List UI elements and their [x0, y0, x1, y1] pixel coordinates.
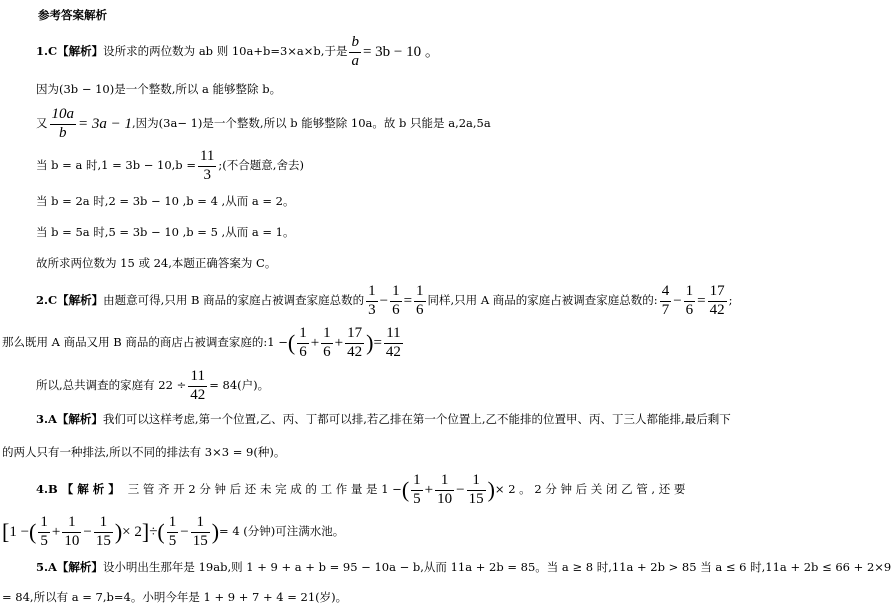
q5-line2: = 84,所以有 a = 7,b=4。小明今年是 1 + 9 + 7 + 4 = 21(岁)。 — [2, 590, 348, 604]
q1-l3-text: ,因为(3a− 1)是一个整数,所以 b 能够整除 10a。故 b 只能是 a,2a,5a — [132, 116, 491, 131]
left-paren: ( — [157, 519, 165, 544]
divide-sign: ÷ — [149, 523, 158, 540]
q1-l4-prefix: 当 b = a 时,1 = 3b − 10,b = — [36, 158, 196, 173]
fraction-denominator: 6 — [416, 301, 424, 318]
plus-sign: + — [51, 523, 61, 540]
fraction-numerator: 1 — [94, 515, 113, 533]
q4-fraction-5 — [62, 515, 81, 550]
q2-fraction-b — [390, 284, 402, 319]
q4-line2 — [2, 510, 344, 554]
fraction-numerator: 1 — [297, 326, 309, 344]
fraction-numerator: 1 — [467, 473, 486, 491]
q4-head: 4.B 【 解 析 】 — [36, 482, 120, 497]
minus-sign: − — [83, 523, 92, 540]
minus-sign: − — [379, 292, 389, 309]
minus-sign: − — [456, 481, 465, 498]
q4-fraction-8 — [191, 515, 210, 550]
fraction-numerator: b — [349, 35, 361, 53]
page-title: 参考答案解析 — [38, 8, 107, 22]
left-paren: ( — [287, 330, 296, 355]
fraction-denominator: 6 — [323, 343, 331, 360]
q1-head: 1.C【解析】 — [36, 44, 104, 59]
q1-fraction-10a-over-b — [50, 107, 77, 142]
right-bracket: ] — [141, 519, 150, 544]
q2-line2 — [2, 322, 405, 364]
q2-fraction-e — [684, 284, 696, 319]
plus-sign: + — [334, 334, 344, 351]
fraction-denominator: a — [351, 52, 359, 69]
fraction-numerator: 1 — [390, 284, 402, 302]
q1-l3-equation: = 3a − 1 — [78, 115, 132, 132]
fraction-numerator: 1 — [167, 515, 179, 533]
fraction-numerator: 4 — [660, 284, 672, 302]
q2-l3-text: = 84(户)。 — [209, 378, 270, 393]
q4-fraction-3 — [467, 473, 486, 508]
q1-line5: 当 b = 2a 时,2 = 3b − 10 ,b = 4 ,从而 a = 2。 — [36, 194, 295, 208]
q2-line3 — [36, 365, 269, 407]
q3-line1 — [36, 414, 731, 426]
q3-head: 3.A【解析】 — [36, 412, 103, 426]
fraction-numerator: 17 — [708, 284, 727, 302]
fraction-denominator: 42 — [709, 301, 725, 318]
plus-sign: + — [424, 481, 434, 498]
right-paren: ) — [366, 330, 374, 355]
equals-sign: = — [373, 334, 382, 351]
times-two: × 2 — [122, 523, 142, 540]
fraction-denominator: 6 — [392, 301, 400, 318]
fraction-numerator: 17 — [345, 326, 364, 344]
fraction-numerator: 1 — [321, 326, 333, 344]
q2-l1-end: ; — [728, 293, 733, 308]
q2-fraction-f — [708, 284, 727, 319]
left-bracket: [ — [2, 519, 10, 544]
q4-fraction-7 — [167, 515, 179, 550]
fraction-denominator: 15 — [468, 490, 484, 507]
fraction-denominator: 5 — [40, 532, 48, 549]
q2-fraction-i — [345, 326, 364, 361]
q2-head: 2.C【解析】 — [36, 293, 104, 308]
fraction-numerator: 1 — [435, 473, 454, 491]
q2-fraction-d — [660, 284, 672, 319]
equals-sign: = — [403, 292, 413, 309]
fraction-numerator: 10a — [50, 107, 77, 125]
fraction-numerator: 11 — [198, 149, 216, 167]
fraction-denominator: 15 — [192, 532, 208, 549]
q3-l1-text: 我们可以这样考虑,第一个位置,乙、丙、丁都可以排,若乙排在第一个位置上,乙不能排的位置甲、丙、丁三人都能排,最后剩下 — [102, 412, 731, 426]
fraction-numerator: 1 — [411, 473, 423, 491]
q1-line7: 故所求两位数为 15 或 24,本题正确答案为 C。 — [36, 256, 277, 270]
right-paren: ) — [487, 477, 495, 502]
minus-sign: − — [673, 292, 682, 309]
q4-fraction-4 — [38, 515, 50, 550]
q2-l1-mid: 同样,只用 A 商品的家庭占被调查家庭总数的: — [427, 293, 658, 308]
q1-l3-prefix: 又 — [36, 116, 48, 131]
q2-l2-text: 那么既用 A 商品又用 B 商品的商店占被调查家庭的:1 − — [2, 335, 288, 350]
right-paren: ) — [114, 519, 123, 544]
fraction-denominator: 5 — [413, 490, 421, 507]
fraction-denominator: 42 — [347, 343, 363, 360]
q2-fraction-k — [188, 369, 207, 404]
left-paren: ( — [29, 519, 37, 544]
q4-l1-text: 三 管 齐 开 2 分 钟 后 还 未 完 成 的 工 作 量 是 1 − — [127, 482, 402, 497]
q4-fraction-2 — [435, 473, 454, 508]
q2-fraction-j — [384, 326, 403, 361]
q1-l4-text: ;(不合题意,舍去) — [218, 158, 304, 173]
q5-head: 5.A【解析】 — [36, 560, 103, 574]
fraction-denominator: b — [59, 124, 67, 141]
fraction-denominator: 7 — [661, 301, 670, 318]
q2-fraction-a — [366, 284, 378, 319]
fraction-denominator: 3 — [203, 166, 211, 183]
q1-fraction-11-over-3 — [198, 149, 216, 184]
q1-line4 — [36, 146, 304, 186]
fraction-denominator: 10 — [64, 532, 80, 549]
q4-fraction-6 — [94, 515, 113, 550]
fraction-numerator: 1 — [684, 284, 696, 302]
fraction-numerator: 1 — [38, 515, 50, 533]
minus-sign: − — [180, 523, 189, 540]
fraction-denominator: 6 — [685, 301, 694, 318]
equals-sign: = — [697, 292, 706, 309]
fraction-denominator: 10 — [437, 490, 453, 507]
q2-fraction-c — [414, 284, 426, 319]
fraction-denominator: 6 — [299, 343, 307, 360]
q4-fraction-1 — [411, 473, 423, 508]
q2-fraction-g — [297, 326, 309, 361]
q1-line1 — [36, 32, 440, 72]
fraction-numerator: 1 — [366, 284, 378, 302]
plus-sign: + — [310, 334, 320, 351]
fraction-denominator: 3 — [368, 301, 376, 318]
fraction-numerator: 1 — [191, 515, 210, 533]
q1-line6: 当 b = 5a 时,5 = 3b − 10 ,b = 5 ,从而 a = 1。 — [36, 225, 295, 239]
fraction-denominator: 42 — [190, 386, 206, 403]
q1-fraction-b-over-a — [349, 35, 361, 70]
q4-line1 — [36, 468, 685, 512]
fraction-numerator: 11 — [384, 326, 403, 344]
q2-l3-prefix: 所以,总共调查的家庭有 22 ÷ — [36, 378, 187, 393]
q1-line2: 因为(3b − 10)是一个整数,所以 a 能够整除 b。 — [36, 82, 282, 96]
fraction-denominator: 5 — [168, 532, 177, 549]
q5-line1 — [36, 562, 891, 574]
q1-equation: = 3b − 10 。 — [362, 43, 440, 60]
fraction-denominator: 15 — [95, 532, 111, 549]
one-minus: 1 − — [9, 523, 30, 540]
q2-l1-text: 由题意可得,只用 B 商品的家庭占被调查家庭总数的 — [103, 293, 365, 308]
q1-line3 — [36, 104, 491, 144]
q4-l2-text: = 4 (分钟)可注满水池。 — [219, 524, 345, 539]
right-paren: ) — [211, 519, 220, 544]
q1-intro: 设所求的两位数为 ab 则 10a+b=3×a×b,于是 — [103, 44, 348, 59]
q2-fraction-h — [321, 326, 333, 361]
q2-line1 — [36, 280, 733, 322]
fraction-numerator: 11 — [188, 369, 207, 387]
q4-l1-post: × 2 。 2 分 钟 后 关 闭 乙 管 , 还 要 — [494, 482, 686, 497]
fraction-denominator: 42 — [385, 343, 401, 360]
left-paren: ( — [401, 477, 410, 502]
fraction-numerator: 1 — [62, 515, 81, 533]
q3-line2: 的两人只有一种排法,所以不同的排法有 3×3 = 9(种)。 — [2, 445, 286, 459]
fraction-numerator: 1 — [414, 284, 426, 302]
q5-l1-text: 设小明出生那年是 19ab,则 1 + 9 + a + b = 95 − 10a − b,从而 11a + 2b = 85。当 a ≥ 8 时,11a + 2b > 85 当 a ≤ 6 时,11a + 2b ≤ 66 + 2×9 — [102, 560, 891, 574]
